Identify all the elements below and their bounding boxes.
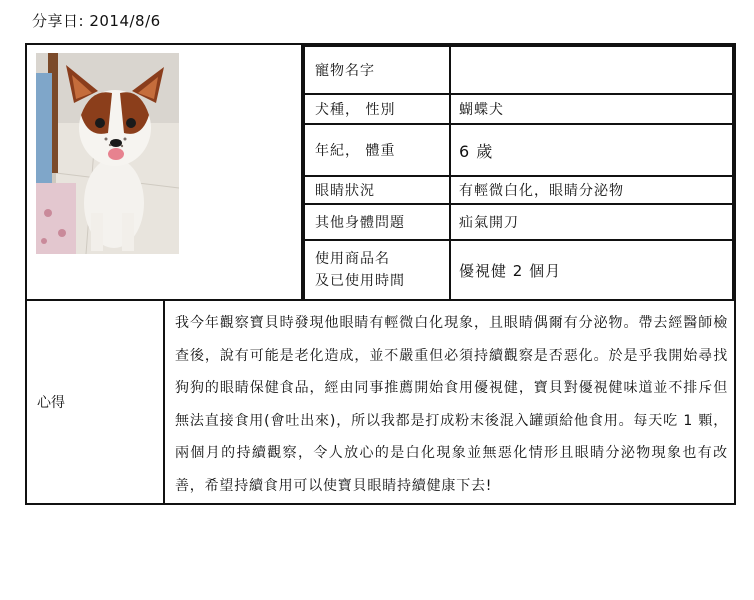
row-breed-sex (301, 93, 736, 125)
papillon-dog-image (36, 53, 179, 254)
notes-text: 我今年觀察寶貝時發現他眼睛有輕微白化現象，且眼睛偶爾有分泌物。帶去經醫師檢查後，說有可能是老化造成，並不嚴重但必須持續觀察是否惡化。於是乎我開始尋找狗狗的眼睛保健食品，經由同事推薦開始食用優視健，寶貝對優視健味道並不排斥但無法直接食用(會吐出來)，所以我都是打成粉末後混入罐頭給他食用。每天吃 1 顆，兩個月的持續觀察，令人放心的是白化現象並無惡化情形且眼睛分泌物現象也有改善，希望持續食用可以使寶貝眼睛持續健康下去! (175, 315, 728, 494)
label-product-usage-line1: 使用商品名 (315, 251, 390, 267)
row-eye-condition (301, 175, 736, 205)
label-product-usage-line2: 及已使用時間 (315, 273, 405, 289)
label-eye-condition: 眼睛狀況 (303, 175, 451, 205)
value-age-weight: 6 歲 (449, 123, 734, 177)
notes-label: 心得 (27, 301, 165, 503)
label-age-weight: 年紀， 體重 (303, 123, 451, 177)
photo-cell (27, 45, 303, 301)
row-pet-name (301, 45, 736, 95)
row-product-usage (301, 239, 736, 301)
label-pet-name: 寵物名字 (303, 45, 451, 95)
pet-photo (36, 53, 179, 254)
value-other-issues: 疝氣開刀 (449, 203, 734, 241)
row-age-weight (301, 123, 736, 177)
label-other-issues: 其他身體問題 (303, 203, 451, 241)
label-product-usage (303, 239, 451, 301)
row-other-issues (301, 203, 736, 241)
value-pet-name (449, 45, 734, 95)
value-product-usage: 優視健 2 個月 (449, 239, 734, 301)
value-breed-sex: 蝴蝶犬 (449, 93, 734, 125)
label-breed-sex: 犬種， 性別 (303, 93, 451, 125)
value-eye-condition: 有輕微白化，眼睛分泌物 (449, 175, 734, 205)
share-date: 分享日: 2014/8/6 (32, 12, 161, 30)
pet-report-table (25, 43, 736, 505)
